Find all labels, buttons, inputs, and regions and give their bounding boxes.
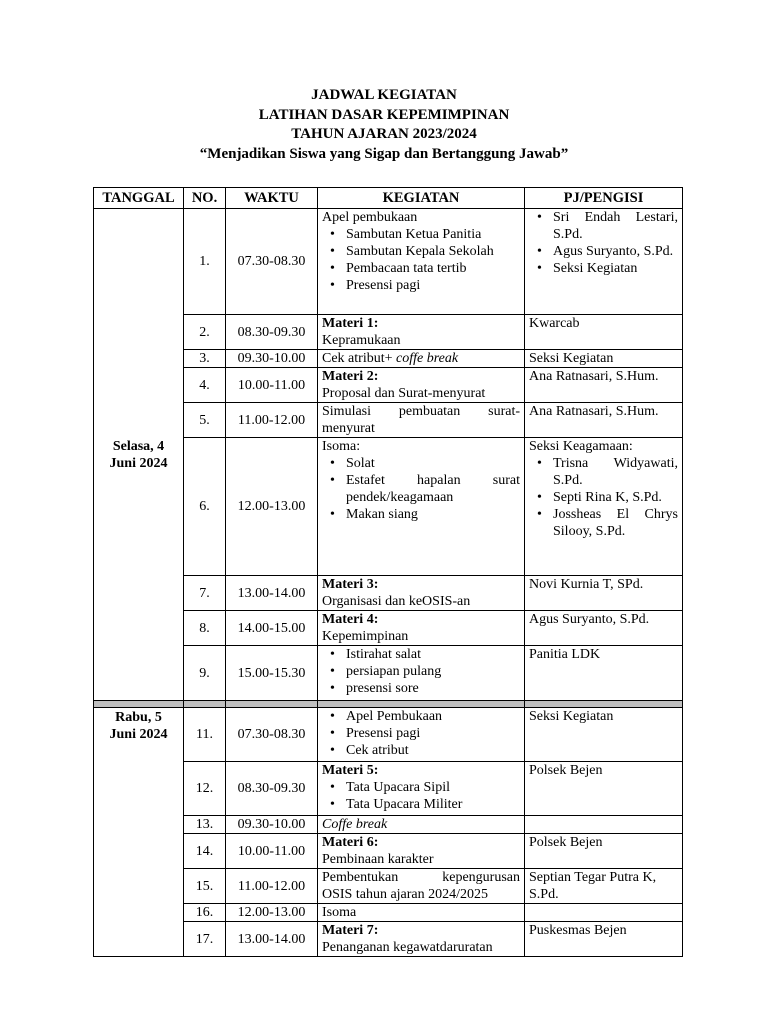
row-number: 13. xyxy=(184,816,226,834)
row-time: 07.30-08.30 xyxy=(226,708,318,762)
materi-label: Materi 1: xyxy=(322,316,379,331)
row-time: 09.30-10.00 xyxy=(226,816,318,834)
activity-text: OSIS tahun ajaran 2024/2025 xyxy=(322,887,489,902)
header-year: TAHUN AJARAN 2023/2024 xyxy=(291,126,477,142)
list-item: • Istirahat salat xyxy=(346,646,520,663)
materi-topic: Proposal dan Surat-menyurat xyxy=(322,386,486,401)
activity-cell xyxy=(318,368,525,403)
row-number: 1. xyxy=(184,209,226,315)
date-line: Juni 2024 xyxy=(109,455,168,471)
materi-label: Materi 3: xyxy=(322,577,379,592)
materi-label: Materi 2: xyxy=(322,369,379,384)
activity-text-italic: coffe break xyxy=(396,351,459,366)
activity-cell xyxy=(318,315,525,350)
date-line: Juni 2024 xyxy=(109,727,168,742)
materi-topic: Pembinaan karakter xyxy=(322,852,434,867)
activity-cell xyxy=(318,438,525,576)
materi-label: Materi 5: xyxy=(322,763,379,778)
pj-cell: Puskesmas Bejen xyxy=(525,922,683,957)
header-title: JADWAL KEGIATAN xyxy=(311,87,457,103)
row-time: 09.30-10.00 xyxy=(226,350,318,368)
row-number: 7. xyxy=(184,576,226,611)
date-line: Rabu, 5 xyxy=(115,710,162,725)
activity-cell xyxy=(318,576,525,611)
activity-cell xyxy=(318,869,525,904)
date-line: Selasa, 4 xyxy=(112,438,165,454)
schedule-table xyxy=(93,187,683,957)
header-subtitle: LATIHAN DASAR KEPEMIMPINAN xyxy=(258,106,510,123)
pj-text: S.Pd. xyxy=(529,887,559,902)
row-number: 4. xyxy=(184,368,226,403)
activity-cell: Isoma xyxy=(318,904,525,922)
list-item: • Tata Upacara Militer xyxy=(346,796,520,813)
row-time: 15.00-15.30 xyxy=(226,646,318,701)
activity-cell xyxy=(318,708,525,762)
pj-cell: Agus Suryanto, S.Pd. xyxy=(525,611,683,646)
list-item: • Cek atribut xyxy=(346,742,520,759)
day-separator xyxy=(94,701,683,708)
list-item: • Trisna Widyawati, S.Pd. xyxy=(553,455,678,489)
activity-cell xyxy=(318,834,525,869)
row-time: 08.30-09.30 xyxy=(226,762,318,816)
activity-list xyxy=(322,708,520,759)
list-item: • Sambutan Ketua Panitia xyxy=(346,226,520,243)
row-number: 5. xyxy=(184,403,226,438)
row-number: 3. xyxy=(184,350,226,368)
activity-text: menyurat xyxy=(322,421,375,436)
row-time: 07.30-08.30 xyxy=(226,209,318,315)
document-header xyxy=(0,86,768,164)
row-time: 10.00-11.00 xyxy=(226,368,318,403)
row-number: 14. xyxy=(184,834,226,869)
table-row xyxy=(94,209,683,315)
materi-topic: Penanganan kegawatdaruratan xyxy=(322,940,493,955)
materi-topic: Kepramukaan xyxy=(322,333,401,348)
list-item: • Jossheas El Chrys Silooy, S.Pd. xyxy=(553,506,678,540)
pj-cell: Ana Ratnasari, S.Hum. xyxy=(525,403,683,438)
row-number: 16. xyxy=(184,904,226,922)
column-header: WAKTU xyxy=(226,188,318,209)
pj-cell: Novi Kurnia T, SPd. xyxy=(525,576,683,611)
table-row xyxy=(94,708,683,762)
list-item: • Pembacaan tata tertib xyxy=(346,260,520,277)
materi-topic: Organisasi dan keOSIS-an xyxy=(322,594,471,609)
column-header: PJ/PENGISI xyxy=(525,188,683,209)
row-number: 6. xyxy=(184,438,226,576)
pj-cell xyxy=(525,209,683,315)
row-number: 17. xyxy=(184,922,226,957)
activity-text: Simulasi pembuatan surat- xyxy=(322,404,520,419)
activity-cell xyxy=(318,209,525,315)
row-time: 12.00-13.00 xyxy=(226,438,318,576)
materi-label: Materi 6: xyxy=(322,835,379,850)
list-item: • Apel Pembukaan xyxy=(346,708,520,725)
activity-title: Apel pembukaan xyxy=(322,210,418,225)
list-item: • Agus Suryanto, S.Pd. xyxy=(553,243,678,260)
list-item: • Septi Rina K, S.Pd. xyxy=(553,489,678,506)
row-time: 08.30-09.30 xyxy=(226,315,318,350)
row-number: 2. xyxy=(184,315,226,350)
list-item: • Makan siang xyxy=(346,506,520,523)
materi-topic: Kepemimpinan xyxy=(322,629,409,644)
activity-list xyxy=(322,779,520,813)
list-item: • Solat xyxy=(346,455,520,472)
pj-title: Seksi Keagamaan: xyxy=(529,439,633,454)
table-header-row xyxy=(94,188,683,209)
pj-cell: Seksi Kegiatan xyxy=(525,708,683,762)
pj-list xyxy=(529,455,678,540)
row-time: 14.00-15.00 xyxy=(226,611,318,646)
row-time: 13.00-14.00 xyxy=(226,922,318,957)
list-item: • presensi sore xyxy=(346,680,520,697)
list-item: • Presensi pagi xyxy=(346,725,520,742)
pj-cell xyxy=(525,438,683,576)
activity-cell xyxy=(318,403,525,438)
activity-cell xyxy=(318,922,525,957)
date-cell xyxy=(94,209,184,701)
activity-text: Pembentukan kepengurusan xyxy=(322,870,520,885)
row-number: 11. xyxy=(184,708,226,762)
activity-list xyxy=(322,226,520,294)
pj-cell: Panitia LDK xyxy=(525,646,683,701)
activity-list xyxy=(322,455,520,523)
activity-title: Isoma: xyxy=(322,439,361,454)
pj-cell: Polsek Bejen xyxy=(525,762,683,816)
column-header: NO. xyxy=(184,188,226,209)
pj-cell: Seksi Kegiatan xyxy=(525,350,683,368)
pj-cell: Ana Ratnasari, S.Hum. xyxy=(525,368,683,403)
row-time: 11.00-12.00 xyxy=(226,869,318,904)
pj-cell xyxy=(525,869,683,904)
row-time: 10.00-11.00 xyxy=(226,834,318,869)
activity-cell xyxy=(318,646,525,701)
activity-list xyxy=(322,646,520,697)
activity-cell xyxy=(318,816,525,834)
header-motto: “Menjadikan Siswa yang Sigap dan Bertanggung Jawab” xyxy=(199,145,569,162)
row-number: 15. xyxy=(184,869,226,904)
pj-text: Septian Tegar Putra K, xyxy=(529,870,657,885)
list-item: • Seksi Kegiatan xyxy=(553,260,678,277)
row-time: 12.00-13.00 xyxy=(226,904,318,922)
row-number: 9. xyxy=(184,646,226,701)
pj-cell xyxy=(525,816,683,834)
materi-label: Materi 7: xyxy=(322,923,379,938)
list-item: • Tata Upacara Sipil xyxy=(346,779,520,796)
column-header: TANGGAL xyxy=(94,188,184,209)
column-header: KEGIATAN xyxy=(318,188,525,209)
activity-cell xyxy=(318,762,525,816)
activity-cell xyxy=(318,611,525,646)
materi-label: Materi 4: xyxy=(322,612,379,627)
list-item: • Estafet hapalan surat pendek/keagamaan xyxy=(346,472,520,506)
date-cell xyxy=(94,708,184,957)
activity-text-italic: Coffe break xyxy=(322,817,388,832)
list-item: • Sri Endah Lestari, S.Pd. xyxy=(553,209,678,243)
activity-cell xyxy=(318,350,525,368)
row-time: 13.00-14.00 xyxy=(226,576,318,611)
list-item: • Sambutan Kepala Sekolah xyxy=(346,243,520,260)
pj-list xyxy=(529,209,678,277)
pj-cell: Kwarcab xyxy=(525,315,683,350)
row-number: 8. xyxy=(184,611,226,646)
list-item: • Presensi pagi xyxy=(346,277,520,294)
pj-cell: Polsek Bejen xyxy=(525,834,683,869)
activity-text: Cek atribut+ xyxy=(322,351,396,366)
pj-cell xyxy=(525,904,683,922)
list-item: • persiapan pulang xyxy=(346,663,520,680)
row-time: 11.00-12.00 xyxy=(226,403,318,438)
row-number: 12. xyxy=(184,762,226,816)
